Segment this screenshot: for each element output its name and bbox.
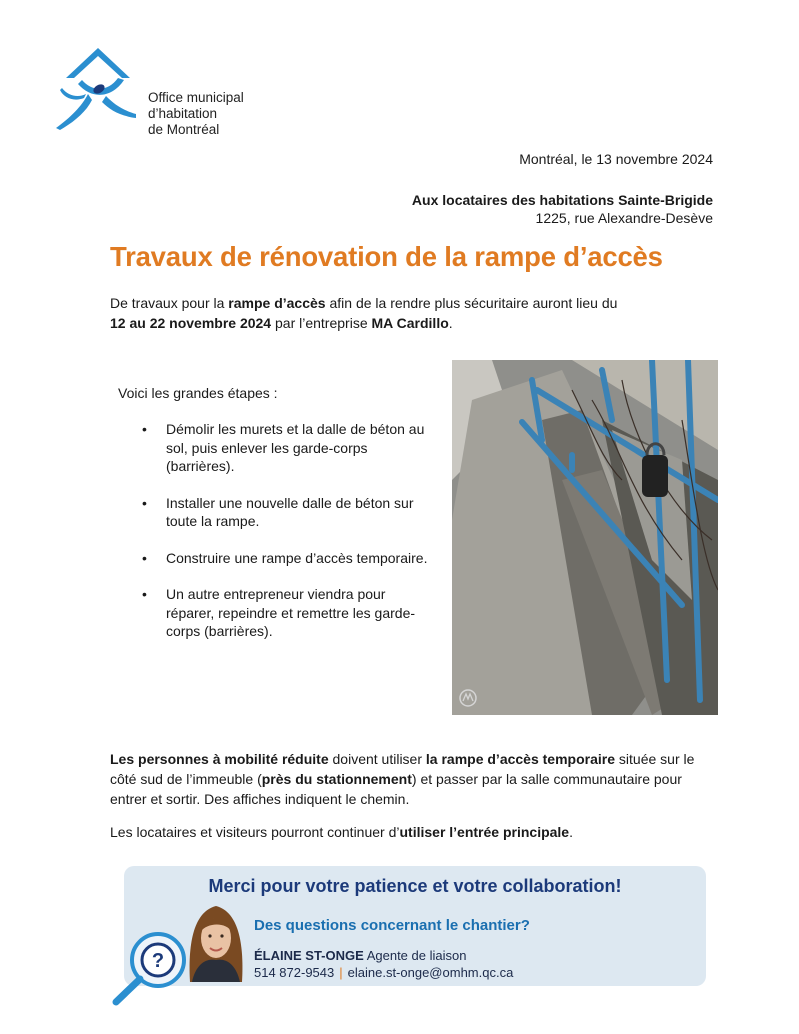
intro-text-2: afin de la rendre plus sécuritaire auront lieu du xyxy=(325,295,618,311)
intro-bold-ramp: rampe d’accès xyxy=(228,295,326,311)
list-item: • Démolir les murets et la dalle de béton au sol, puis enlever les garde-corps (barrières). xyxy=(142,420,432,476)
mobility-bold-3: près du stationnement xyxy=(261,771,412,787)
mobility-bold-2: la rampe d’accès temporaire xyxy=(425,751,616,767)
omhm-logo-icon xyxy=(52,44,144,136)
intro-text-3: par l’entreprise xyxy=(271,315,372,331)
organization-name xyxy=(148,90,244,138)
ramp-railing-photo xyxy=(452,360,718,715)
intro-paragraph xyxy=(110,293,710,333)
recipient-block xyxy=(412,191,713,227)
list-item: • Installer une nouvelle dalle de béton sur toute la rampe. xyxy=(142,494,432,531)
page-title: Travaux de rénovation de la rampe d’accès xyxy=(110,241,663,272)
thanks-heading: Merci pour votre patience et votre collaboration! xyxy=(208,876,622,896)
entry-paragraph xyxy=(110,822,710,842)
mobility-text-1: doivent utiliser xyxy=(328,751,426,767)
magnifier-question-icon xyxy=(108,924,194,1010)
recipient-address: 1225, rue Alexandre-Desève xyxy=(535,210,713,226)
intro-bold-contractor: MA Cardillo xyxy=(371,315,449,331)
mobility-text-3: ) et passer par la salle communautaire pour entrer et sortir. Des affiches indiquent le chemin. xyxy=(110,771,682,807)
intro-text-4: . xyxy=(448,315,453,331)
contact-name-line xyxy=(254,948,466,963)
entry-bold: utiliser l’entrée principale xyxy=(399,824,570,840)
question-heading: Des questions concernant le chantier? xyxy=(254,917,530,934)
letter-date: Montréal, le 13 novembre 2024 xyxy=(519,151,713,167)
contact-name: ÉLAINE ST-ONGE xyxy=(254,948,364,963)
contact-role: Agente de liaison xyxy=(366,948,467,963)
contact-phone: 514 872-9543 xyxy=(254,965,335,980)
list-item: • Un autre entrepreneur viendra pour réparer, repeindre et remettre les garde-corps (barrières). xyxy=(142,585,432,641)
list-item: • Construire une rampe d’accès temporaire. xyxy=(142,549,432,568)
steps-list xyxy=(142,420,432,659)
intro-text-1: De travaux pour la xyxy=(110,295,229,311)
organization-name-line2: d’habitation xyxy=(148,106,218,121)
intro-bold-dates: 12 au 22 novembre 2024 xyxy=(110,315,272,331)
organization-name-line1: Office municipal xyxy=(148,90,244,105)
entry-text-1: Les locataires et visiteurs pourront continuer d’ xyxy=(110,824,400,840)
contact-email[interactable]: elaine.st-onge@omhm.qc.ca xyxy=(347,965,514,980)
svg-text:?: ? xyxy=(151,950,165,972)
entry-text-2: . xyxy=(569,824,573,840)
steps-heading: Voici les grandes étapes : xyxy=(118,385,278,401)
contact-separator: | xyxy=(339,965,343,980)
mobility-text-2: située sur le côté sud de l’immeuble ( xyxy=(110,751,695,787)
mobility-bold-1: Les personnes à mobilité réduite xyxy=(110,751,329,767)
mobility-paragraph xyxy=(110,749,710,809)
organization-logo xyxy=(52,44,262,140)
organization-name-line3: de Montréal xyxy=(148,122,220,137)
contact-details xyxy=(254,965,513,980)
recipient-name: Aux locataires des habitations Sainte-Brigide xyxy=(411,192,713,208)
ramp-photo xyxy=(452,360,718,715)
